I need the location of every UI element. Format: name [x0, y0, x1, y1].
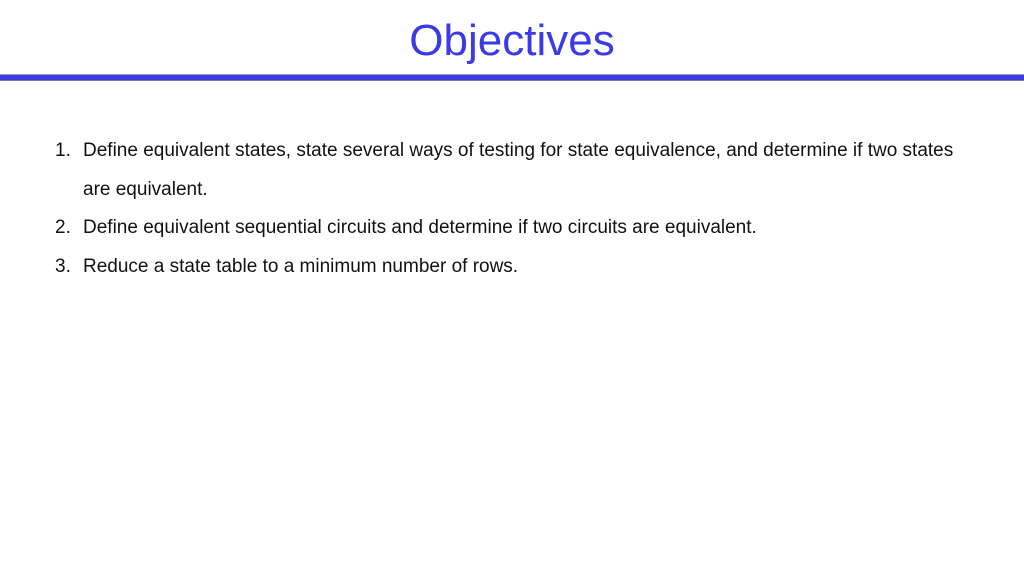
objective-text: Define equivalent states, state several ways of testing for state equivalence, and determine if two states are equivalent. — [83, 140, 954, 200]
slide-title: Objectives — [409, 16, 615, 65]
objective-item — [55, 209, 955, 248]
objective-text: Define equivalent sequential circuits and determine if two circuits are equivalent. — [83, 217, 757, 238]
objective-number: 1. — [55, 140, 71, 161]
objectives-list — [55, 132, 955, 286]
objective-number: 3. — [55, 255, 71, 277]
objective-item — [55, 132, 955, 209]
objective-number: 2. — [55, 217, 71, 238]
objective-text: Reduce a state table to a minimum number of rows. — [83, 255, 519, 277]
title-divider — [0, 74, 1024, 81]
objective-item — [55, 248, 955, 287]
